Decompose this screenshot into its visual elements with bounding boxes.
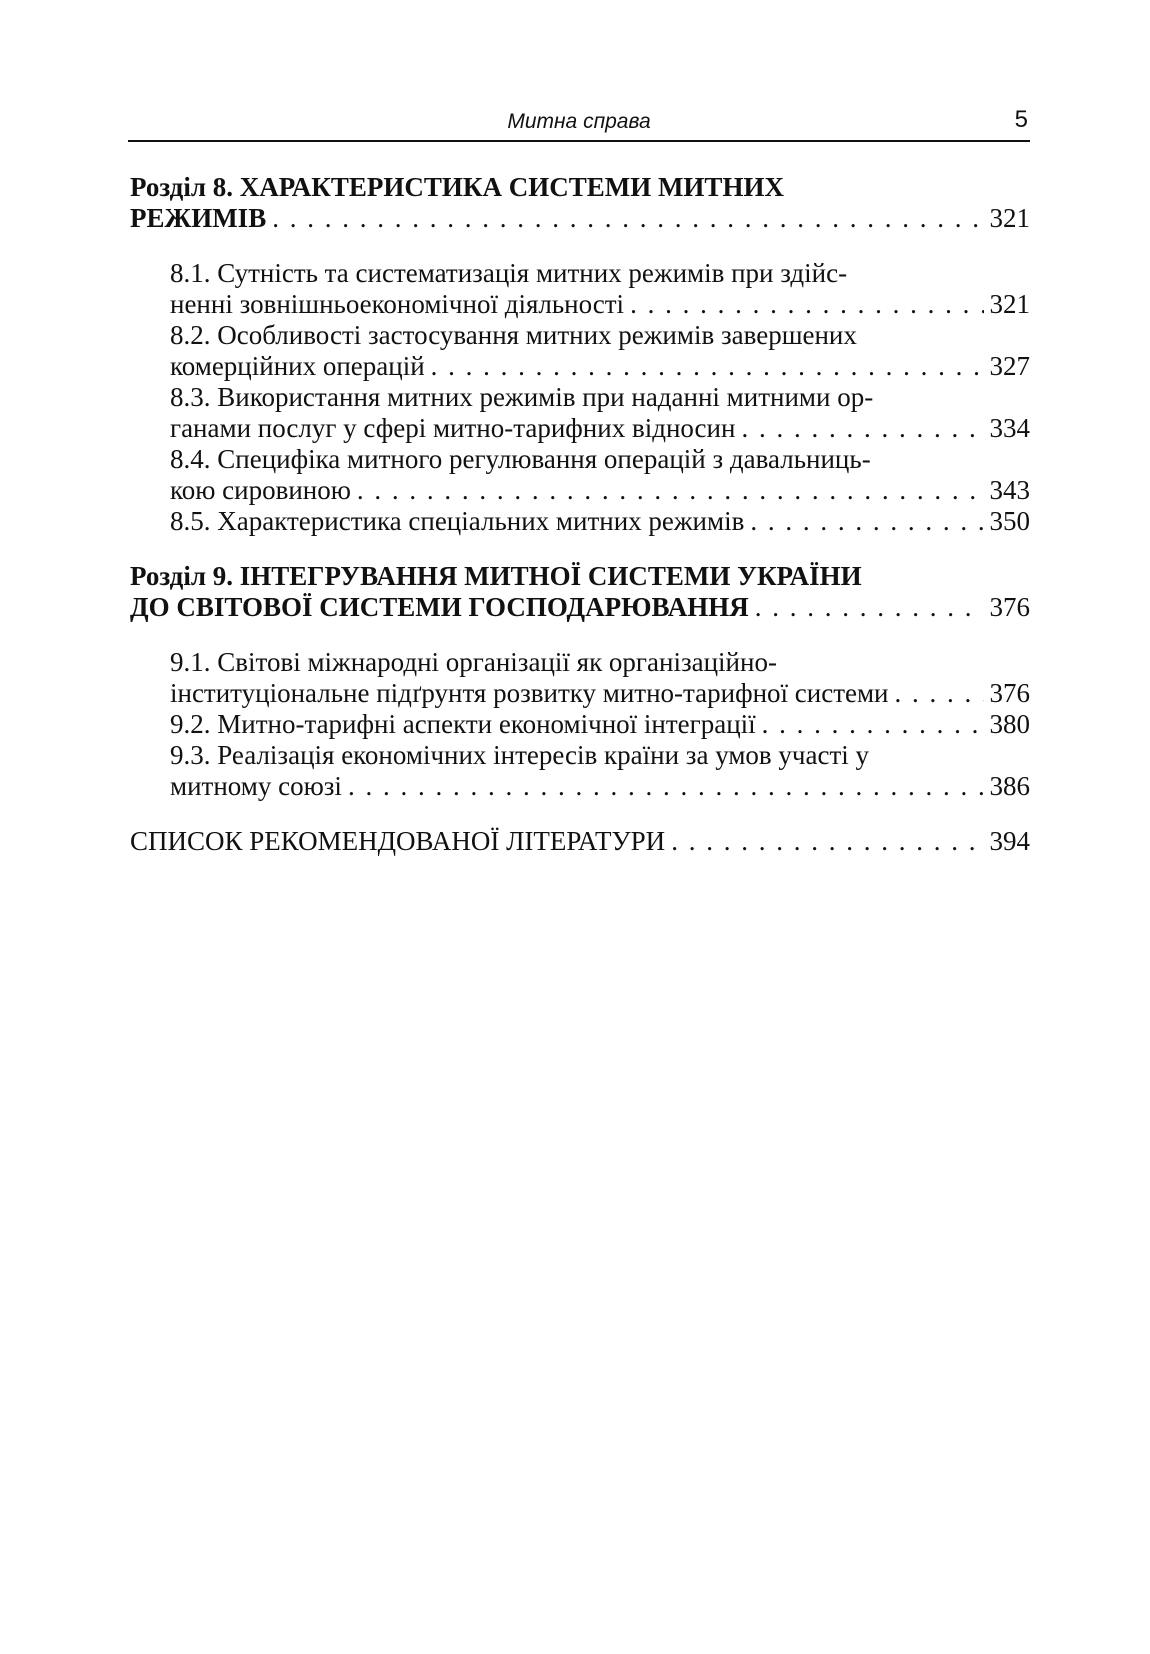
- toc-entry-title: комерційних операцій: [170, 351, 425, 381]
- toc-entry-title: ненні зовнішньоекономічної діяльності: [170, 289, 625, 319]
- toc-entry-title: 9.3. Реалізація економічних інтересів країни за умов участі у: [170, 740, 870, 770]
- toc-chapter-8-sections: [130, 258, 1030, 537]
- dot-leader: [630, 289, 983, 320]
- toc-section-8-3[interactable]: [130, 382, 1030, 444]
- toc-page-number: 376: [989, 592, 1030, 622]
- toc-entry-title: ДО СВІТОВОЇ СИСТЕМИ ГОСПОДАРЮВАННЯ: [130, 592, 749, 622]
- dot-leader: [357, 475, 984, 506]
- toc-entry-title: митному союзі: [170, 771, 342, 801]
- toc-section-8-5[interactable]: [130, 506, 1030, 537]
- toc-page-number: 394: [989, 826, 1030, 856]
- dot-leader: [671, 826, 983, 857]
- dot-leader: [762, 709, 984, 740]
- toc-page-number: 321: [989, 203, 1030, 233]
- toc-section-9-1[interactable]: [130, 647, 1030, 709]
- toc-section-8-1[interactable]: [130, 258, 1030, 320]
- toc-page-number: 386: [989, 771, 1030, 801]
- running-title: Митна справа: [507, 110, 651, 133]
- toc-entry-title: 9.1. Світові міжнародні організації як організаційно-: [170, 647, 777, 677]
- running-header: [128, 104, 1030, 142]
- toc-page-number: 380: [989, 709, 1030, 739]
- toc-section-8-2[interactable]: [130, 320, 1030, 382]
- dot-leader: [755, 592, 984, 623]
- toc-page-number: 350: [989, 506, 1030, 536]
- toc-literature[interactable]: [130, 826, 1030, 857]
- dot-leader: [272, 203, 983, 234]
- toc-page-number: 376: [989, 678, 1030, 708]
- dot-leader: [750, 506, 983, 537]
- toc-entry-title: 8.4. Специфіка митного регулювання операцій з давальниць-: [170, 444, 871, 474]
- toc-page-number: 334: [989, 413, 1030, 443]
- toc-entry-title: СПИСОК РЕКОМЕНДОВАНОЇ ЛІТЕРАТУРИ: [130, 826, 666, 856]
- toc-entry-title: 8.1. Сутність та систематизація митних режимів при здійс-: [170, 258, 848, 288]
- toc-entry-title: інституціональне підґрунтя розвитку митно-тарифної системи: [170, 678, 889, 708]
- toc-chapter-9[interactable]: [130, 561, 1030, 623]
- toc-chapter-8[interactable]: [130, 172, 1030, 234]
- toc-entry-title: 8.2. Особливості застосування митних режимів завершених: [170, 320, 857, 350]
- toc-section-9-3[interactable]: [130, 740, 1030, 802]
- page-number: 5: [1014, 106, 1028, 133]
- toc-entry-title: 9.2. Митно-тарифні аспекти економічної інтеграції: [170, 709, 756, 739]
- toc-entry-title: кою сировиною: [170, 475, 351, 505]
- toc-page-number: 343: [989, 475, 1030, 505]
- dot-leader: [741, 413, 983, 444]
- toc-entry-title: Розділ 9. ІНТЕГРУВАННЯ МИТНОЇ СИСТЕМИ УКРАЇНИ: [130, 561, 862, 591]
- dot-leader: [431, 351, 984, 382]
- toc-entry-title: 8.5. Характеристика спеціальних митних режимів: [170, 506, 745, 536]
- toc-entry-title: Розділ 8. ХАРАКТЕРИСТИКА СИСТЕМИ МИТНИХ: [130, 172, 784, 202]
- toc-page-number: 327: [989, 351, 1030, 381]
- dot-leader: [895, 678, 984, 709]
- toc-entry-title: 8.3. Використання митних режимів при наданні митними ор-: [170, 382, 874, 412]
- dot-leader: [348, 771, 984, 802]
- toc-section-9-2[interactable]: [130, 709, 1030, 740]
- toc-page-number: 321: [989, 289, 1030, 319]
- toc-chapter-9-sections: [130, 647, 1030, 802]
- toc-entry-title: ганами послуг у сфері митно-тарифних відносин: [170, 413, 736, 443]
- table-of-contents: [130, 172, 1030, 857]
- toc-entry-title: РЕЖИМІВ: [130, 203, 267, 233]
- toc-section-8-4[interactable]: [130, 444, 1030, 506]
